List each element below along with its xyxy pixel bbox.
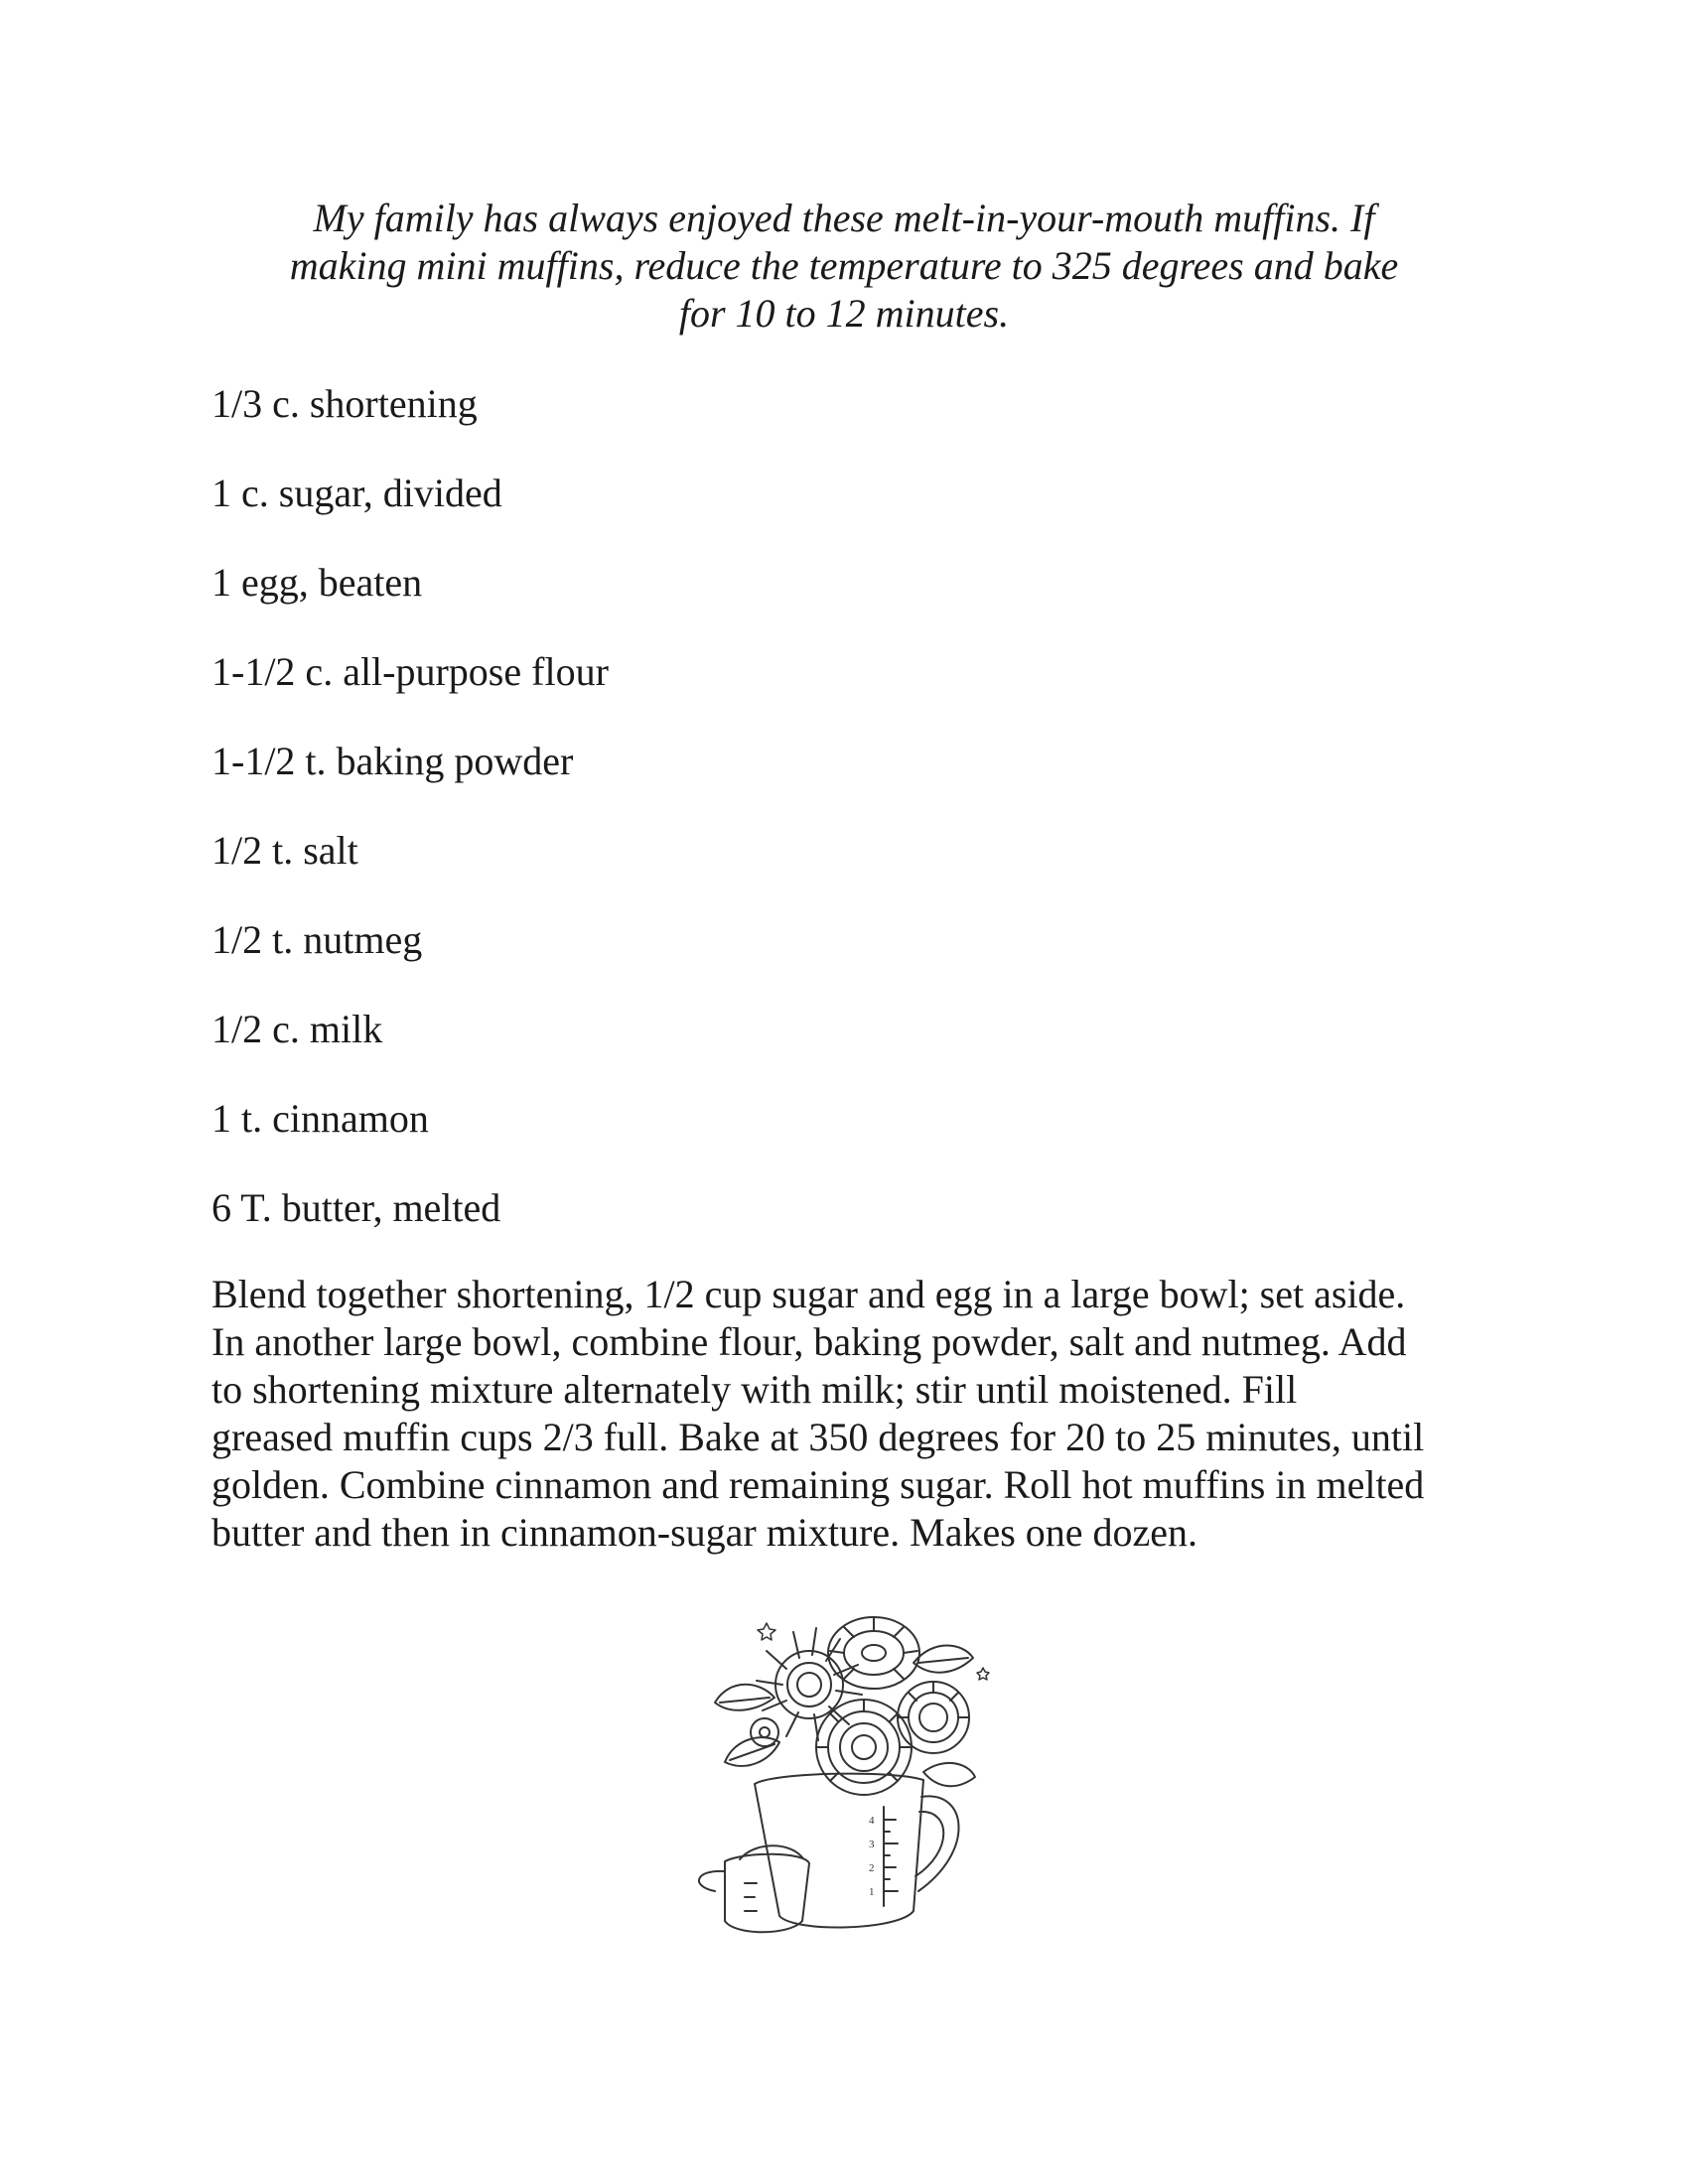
ingredient-item: 1 egg, beaten	[211, 560, 423, 605]
intro-line: making mini muffins, reduce the temperature to 325 degrees and bake	[289, 243, 1399, 288]
sparkle-icon	[758, 1623, 775, 1640]
ingredient-item: 1 t. cinnamon	[211, 1096, 429, 1141]
directions-line: Blend together shortening, 1/2 cup sugar and egg in a large bowl; set aside.	[211, 1272, 1406, 1316]
ingredient-item: 1/2 t. nutmeg	[211, 917, 423, 962]
recipe-directions	[211, 1271, 1502, 1557]
intro-line: for 10 to 12 minutes.	[678, 291, 1010, 336]
cup-marking: 3	[869, 1839, 875, 1850]
flower-icon	[751, 1718, 778, 1746]
measuring-cup-icon	[755, 1774, 959, 1928]
cup-marking: 4	[869, 1815, 875, 1827]
sparkle-icon	[977, 1668, 989, 1680]
leaf-icon	[715, 1685, 774, 1710]
directions-line: greased muffin cups 2/3 full. Bake at 350 degrees for 20 to 25 minutes, until	[211, 1415, 1425, 1459]
recipe-intro	[238, 195, 1450, 338]
flower-measuring-cup-icon	[685, 1603, 1003, 1946]
ingredient-list	[211, 379, 609, 1273]
ingredient-item: 6 T. butter, melted	[211, 1185, 501, 1230]
leaf-icon	[725, 1737, 779, 1766]
dahlia-icon	[898, 1682, 969, 1753]
daisy-icon	[828, 1617, 919, 1689]
ingredient-item: 1-1/2 c. all-purpose flour	[211, 649, 609, 694]
ingredient-item: 1/2 t. salt	[211, 828, 358, 873]
directions-line: golden. Combine cinnamon and remaining sugar. Roll hot muffins in melted	[211, 1462, 1425, 1507]
leaf-icon	[923, 1763, 975, 1786]
ingredient-item: 1/2 c. milk	[211, 1007, 383, 1051]
ingredient-item: 1-1/2 t. baking powder	[211, 739, 574, 783]
small-measuring-cup-icon	[699, 1845, 809, 1932]
cup-marking: 1	[869, 1886, 875, 1898]
directions-line: butter and then in cinnamon-sugar mixture. Makes one dozen.	[211, 1510, 1198, 1555]
ingredient-item: 1/3 c. shortening	[211, 381, 478, 426]
directions-line: In another large bowl, combine flour, baking powder, salt and nutmeg. Add	[211, 1319, 1407, 1364]
leaf-icon	[914, 1646, 973, 1673]
intro-line: My family has always enjoyed these melt-in-your-mouth muffins. If	[313, 196, 1375, 240]
ingredient-item: 1 c. sugar, divided	[211, 471, 502, 515]
directions-line: to shortening mixture alternately with milk; stir until moistened. Fill	[211, 1367, 1298, 1412]
cup-marking: 2	[869, 1862, 875, 1874]
